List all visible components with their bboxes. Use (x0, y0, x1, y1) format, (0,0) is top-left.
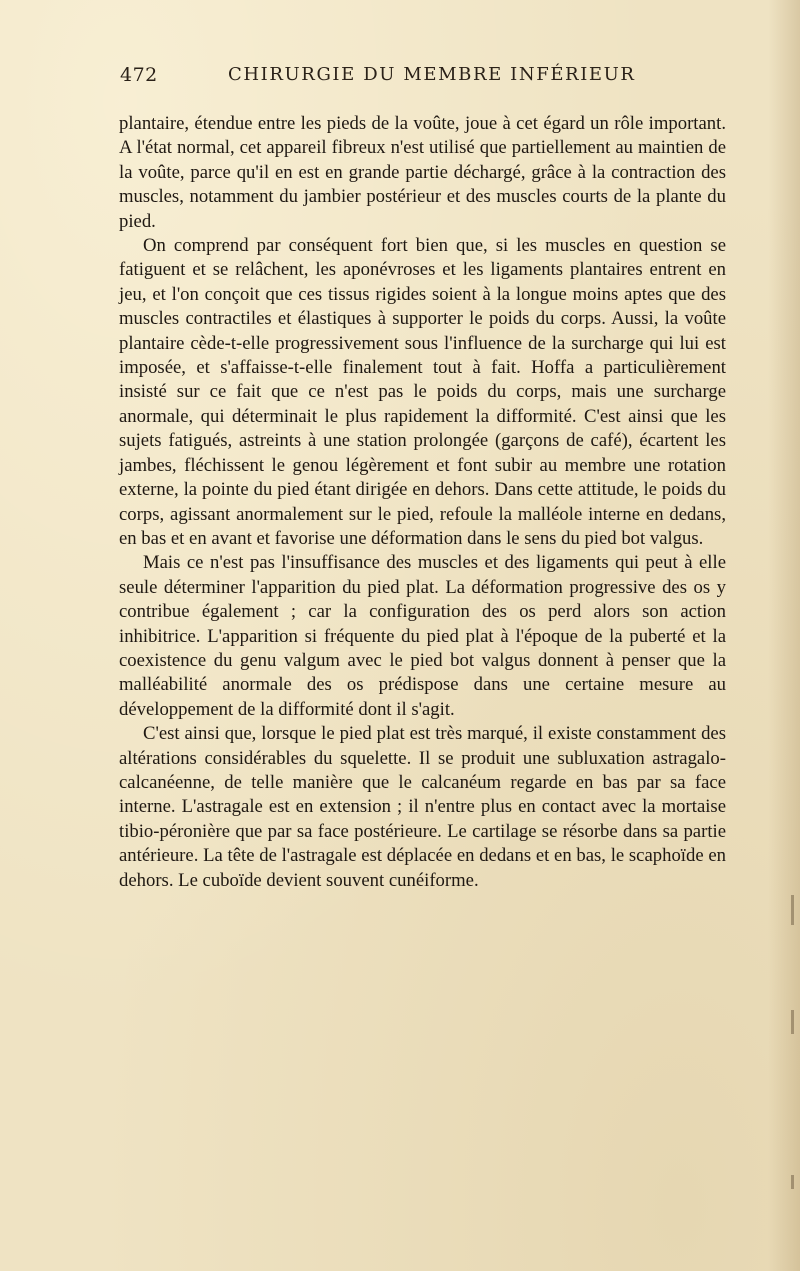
page-header (120, 64, 730, 92)
paragraph: C'est ainsi que, lorsque le pied plat est très marqué, il existe constamment des altérations considérables du squelette. Il se produit une subluxation astragalo-calcanéenne, de telle manière que le calcanéum regarde en bas par sa face interne. L'astragale est en extension ; il n'entre plus en contact avec la mortaise tibio-péronière que par sa face postérieure. Le cartilage se résorbe dans sa partie antérieure. La tête de l'astragale est déplacée en dedans et en bas, le scaphoïde en dehors. Le cuboïde devient souvent cunéiforme. (119, 723, 726, 891)
page-edge-mark (791, 1175, 794, 1189)
page-edge-mark (791, 1010, 794, 1034)
page-edge-mark (791, 895, 794, 925)
paragraph-continuation: plantaire, étendue entre les pieds de la voûte, joue à cet égard un rôle important. A l'état normal, cet appareil fibreux n'est utilisé que partiellement au maintien de la voûte, parce qu'il en est en grande partie déchargé, grâce à la contraction des muscles, notamment du jambier postérieur et des muscles courts de la plante du pied. (119, 113, 726, 232)
body-text (119, 112, 726, 893)
page-number: 472 (120, 64, 158, 86)
paragraph: Mais ce n'est pas l'insuffisance des muscles et des ligaments qui peut à elle seule déterminer l'apparition du pied plat. La déformation progressive des os y contribue également ; car la configuration des os perd alors son action inhibitrice. L'apparition si fréquente du pied plat à l'époque de la puberté et la coexistence du genu valgum avec le pied bot valgus donnent à penser que la malléabilité anormale des os prédispose dans une certaine mesure au développement de la difformité dont il s'agit. (119, 552, 726, 720)
running-title: CHIRURGIE DU MEMBRE INFÉRIEUR (228, 64, 636, 85)
paragraph: On comprend par conséquent fort bien que, si les muscles en question se fatiguent et se relâchent, les aponévroses et les ligaments plantaires entrent en jeu, et l'on conçoit que ces tissus rigides soient à la longue moins aptes que des muscles contractiles et élastiques à supporter le poids du corps. Aussi, la voûte plantaire cède-t-elle progressivement sous l'influence de la surcharge qui lui est imposée, et s'affaisse-t-elle finalement tout à fait. Hoffa a particulièrement insisté sur ce fait que ce n'est pas le poids du corps, mais une surcharge anormale, qui déterminait le plus rapidement la difformité. C'est ainsi que les sujets fatigués, astreints à une station prolongée (garçons de café), écartent les jambes, fléchissent le genou légèrement et font subir au membre une rotation externe, la pointe du pied étant dirigée en dehors. Dans cette attitude, le poids du corps, agissant anormalement sur le pied, refoule la malléole interne en dedans, en bas et en avant et favorise une déformation dans le sens du pied bot valgus. (119, 235, 726, 549)
